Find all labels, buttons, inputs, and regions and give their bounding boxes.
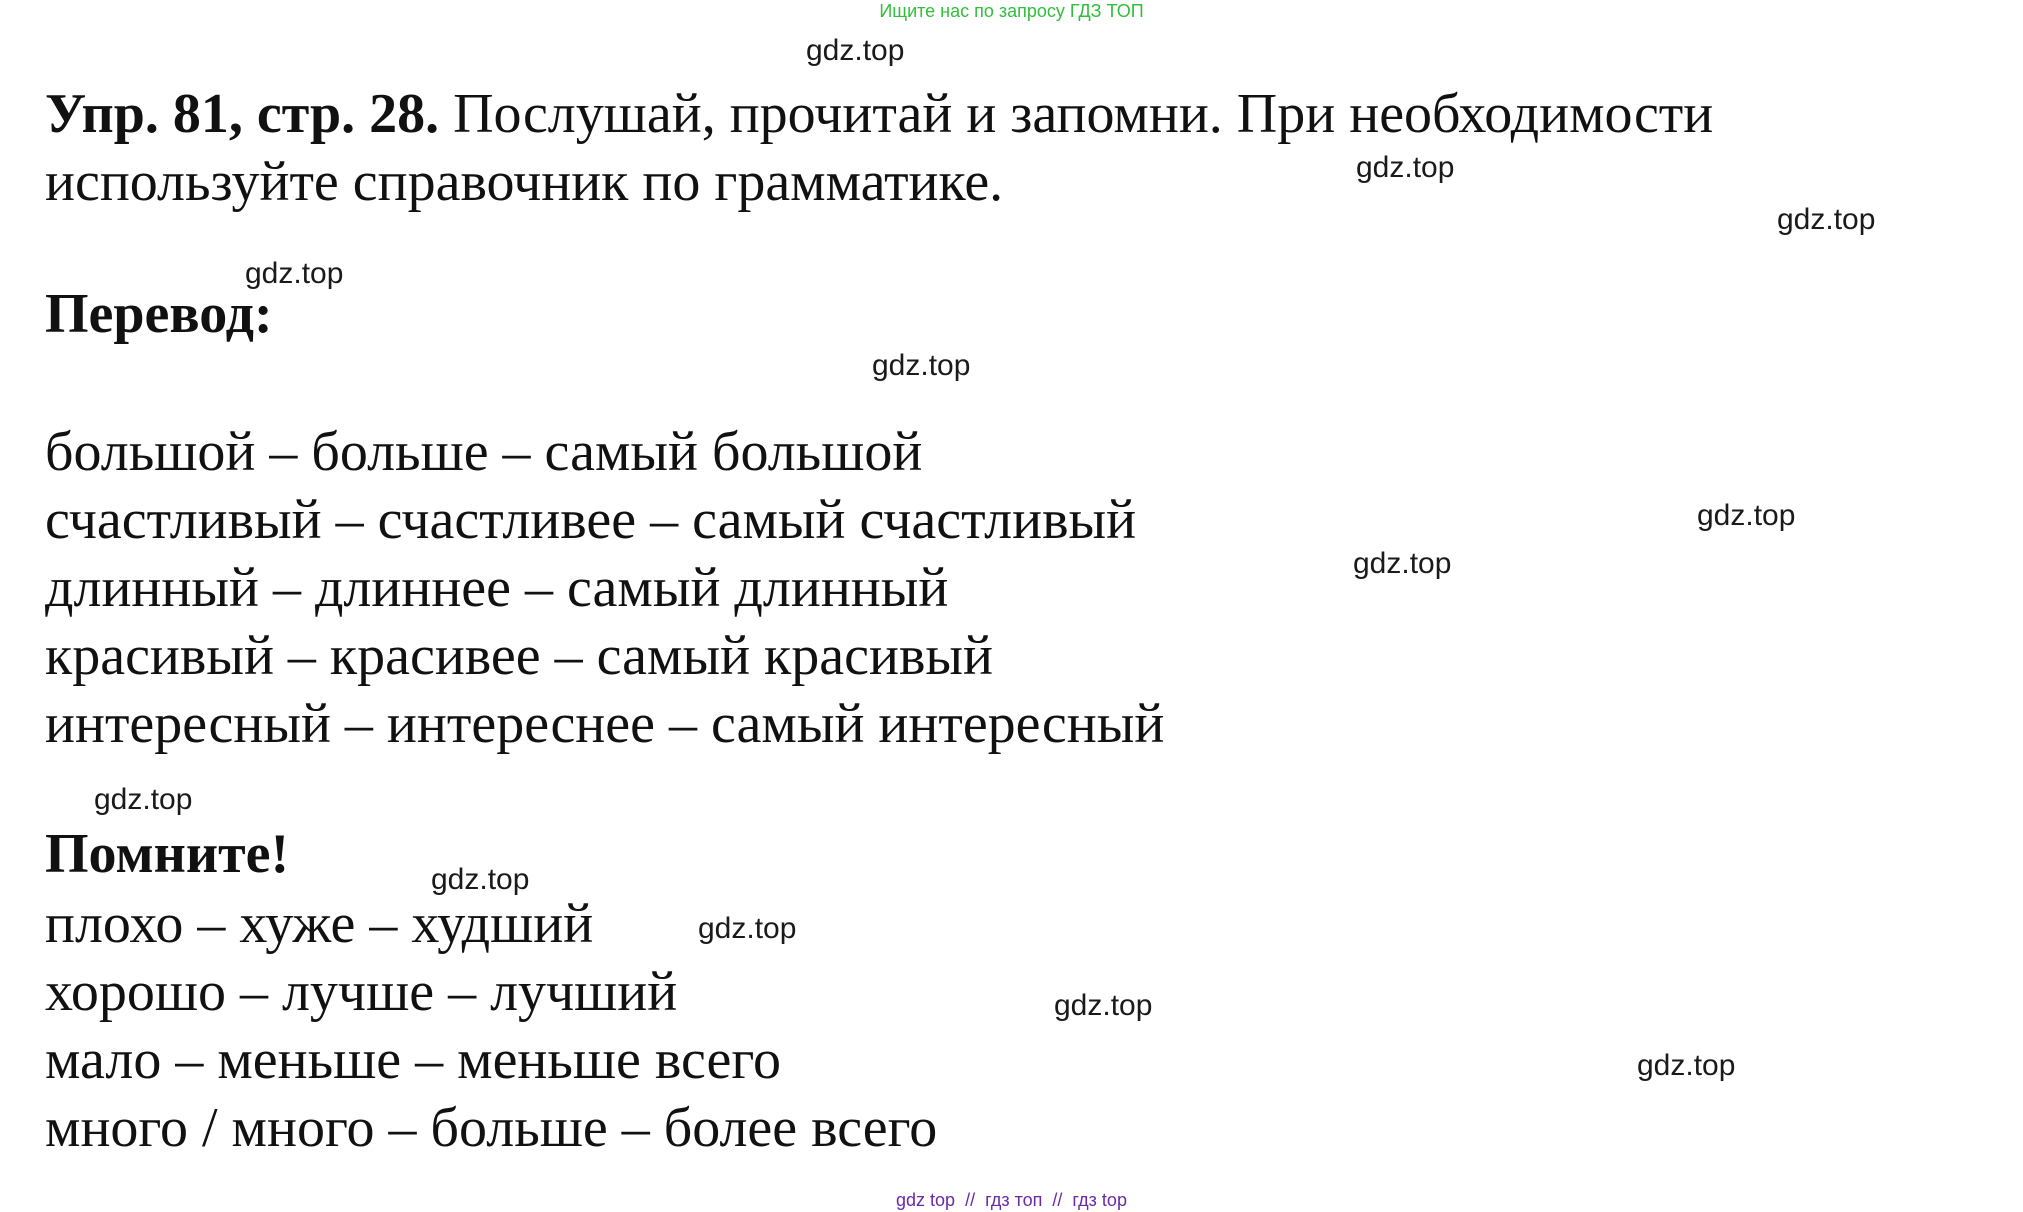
list-item: плохо – хуже – худший (45, 893, 594, 955)
comparison-forms-list (45, 418, 1164, 758)
footer-link-gdz-top[interactable]: gdz top (896, 1190, 956, 1210)
watermark: gdz.top (431, 863, 530, 896)
footer-separator: // (1052, 1190, 1063, 1210)
watermark: gdz.top (1697, 499, 1796, 532)
translation-heading: Перевод: (45, 283, 273, 345)
footer-links (0, 1189, 2023, 1211)
list-item: длинный – длиннее – самый длинный (45, 557, 949, 619)
watermark: gdz.top (872, 349, 971, 382)
watermark: gdz.top (806, 34, 905, 67)
exercise-number: Упр. 81, стр. 28. (45, 83, 440, 145)
instruction-line-1: Послушай, прочитай и запомни. При необходимости (439, 83, 1714, 145)
list-item: мало – меньше – меньше всего (45, 1029, 781, 1091)
watermark: gdz.top (1054, 989, 1153, 1022)
watermark: gdz.top (245, 257, 344, 290)
list-item: красивый – красивее – самый красивый (45, 625, 993, 687)
footer-link-gdz-top-mixed[interactable]: гдз top (1072, 1190, 1127, 1210)
watermark: gdz.top (1637, 1049, 1736, 1082)
footer-separator: // (965, 1190, 976, 1210)
instruction-line-2: используйте справочник по грамматике. (45, 151, 1004, 213)
remember-heading: Помните! (45, 823, 290, 885)
list-item: большой – больше – самый большой (45, 421, 923, 483)
watermark: gdz.top (1777, 203, 1876, 236)
watermark: gdz.top (1353, 547, 1452, 580)
watermark: gdz.top (1356, 151, 1455, 184)
list-item: интересный – интереснее – самый интересный (45, 693, 1165, 755)
list-item: хорошо – лучше – лучший (45, 961, 678, 1023)
footer-link-gdz-top-ru[interactable]: гдз топ (985, 1190, 1043, 1210)
exercise-instruction (45, 80, 1945, 216)
list-item: счастливый – счастливее – самый счастливый (45, 489, 1137, 551)
top-banner: Ищите нас по запросу ГДЗ ТОП (879, 1, 1144, 21)
irregular-forms-list (45, 890, 937, 1162)
watermark: gdz.top (698, 912, 797, 945)
list-item: много / много – больше – более всего (45, 1097, 938, 1159)
watermark: gdz.top (94, 783, 193, 816)
